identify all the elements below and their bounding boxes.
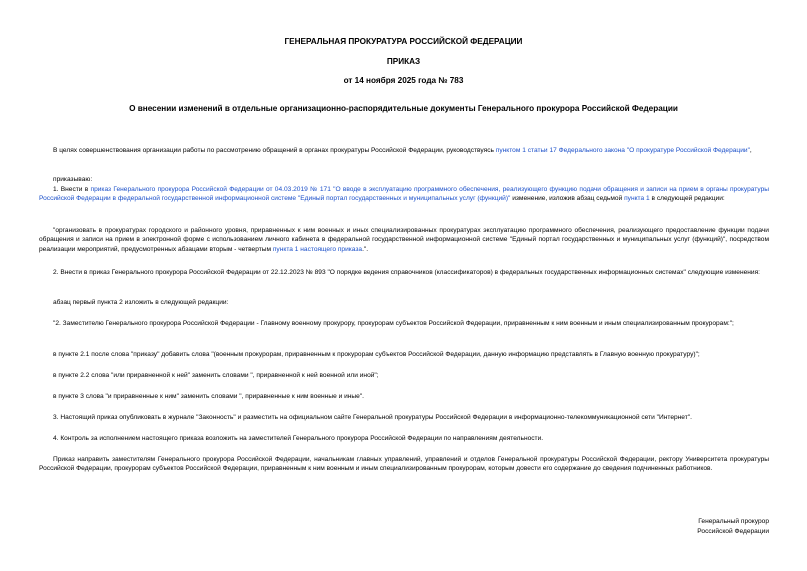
item-1-quote-paragraph [39,226,769,254]
intro-end: , [749,147,752,154]
date-number-heading: от 14 ноября 2025 года № 783 [343,76,464,85]
document-title: О внесении изменений в отдельные организационно-распорядительные документы Генерального прокурора Российской Федерации [129,104,678,113]
signature-line-2: Российской Федерации [697,528,769,535]
item-2-b-paragraph: "2. Заместителю Генерального прокурора Российской Федерации - Главному военному прокурору, прокурорам субъектов Российской Федерации, приравненным к ним военным и иным специализированным прокурорам:"; [53,320,734,327]
item-1-quote-end: .". [362,245,369,253]
signature-line-1: Генеральный прокурор [698,518,769,525]
item-2-paragraph: 2. Внести в приказ Генерального прокурора Российской Федерации от 22.12.2023 № 893 "О порядке ведения справочников (классификаторов) в федеральных государственных информационных системах" следующие изменения: [53,269,761,276]
item-4-paragraph: 4. Контроль за исполнением настоящего приказа возложить на заместителей Генерального прокурора Российской Федерации по направлениям деятельности. [53,435,544,442]
item-2-a-paragraph: абзац первый пункта 2 изложить в следующей редакции: [53,299,229,306]
distribution-paragraph: Приказ направить заместителям Генерального прокурора Российской Федерации, начальникам главных управлений, управлений и отделов Генеральной прокуратуры Российской Федерации, ректору Университета прокуратуры Российской Федерации, прокурорам субъектов Российской Федерации, приравненным к ним военным и иным специализированным прокурорам, которым довести его содержание до сведения подчиненных работников. [39,456,769,473]
this-order-punkt-1-link[interactable]: пункта 1 настоящего приказа [272,245,363,253]
intro-paragraph [39,146,769,155]
law-link[interactable]: пунктом 1 статьи 17 Федерального закона "О прокуратуре Российской Федерации" [495,147,750,154]
doc-type-heading: ПРИКАЗ [386,57,421,66]
item-3-paragraph: 3. Настоящий приказ опубликовать в журнале "Законность" и разместить на официальном сайте Генеральной прокуратуры Российской Федерации в информационно-телекоммуникационной сети "Интернет". [53,414,692,421]
item-1-end: в следующей редакции: [649,195,725,203]
prikazyvayu-text: приказываю: [53,176,93,183]
item-1-mid: изменение, изложив абзац седьмой [510,195,625,203]
item-1-paragraph [39,185,769,204]
item-1-quote-text: "организовать в прокуратурах городского и районного уровня, приравненных к ним военных и иных специализированных прокуратурах эксплуатацию программного обеспечения, реализующего предоставление функции подачи обращения и записи на прием в электронной форме с использованием личного кабинета в федеральной государственной информационной системе "Единый портал государственных и муниципальных услуг (функций)", посредством реализации мероприятий, предусмотренных абзацами вторым - четвертым [39,227,769,253]
item-2-d-paragraph: в пункте 2.2 слова "или приравненной к ней" заменить словами ", приравненной к ней военной или иной"; [53,372,379,379]
punkt-1-link[interactable]: пункта 1 [624,195,650,203]
item-2-c-paragraph: в пункте 2.1 после слова "приказу" добавить слова "(военным прокурорам, приравненным к прокурорам субъектов Российской Федерации, данную информацию представлять в Главную военную прокуратуру)"; [53,351,700,358]
item-2-e-paragraph: в пункте 3 слова "и приравненные к ним" заменить словами ", приравненные к ним военные и иные". [53,393,364,400]
intro-text: В целях совершенствования организации работы по рассмотрению обращений в органах прокуратуры Российской Федерации, руководствуясь [53,147,496,154]
signature-block [697,517,769,537]
organization-heading: ГЕНЕРАЛЬНАЯ ПРОКУРАТУРА РОССИЙСКОЙ ФЕДЕРАЦИИ [284,37,523,46]
order-171-link[interactable]: приказ Генерального прокурора Российской Федерации от 04.03.2019 № 171 "О вводе в эксплуатацию программного обеспечения, реализующего функцию подачи обращения и записи на прием в органы прокуратуры Российской Федерации в федеральной государственной информационной системе "Единый портал государственных и муниципальных услуг (функций)" [39,186,769,203]
item-1-start: 1. Внести в [53,186,91,193]
